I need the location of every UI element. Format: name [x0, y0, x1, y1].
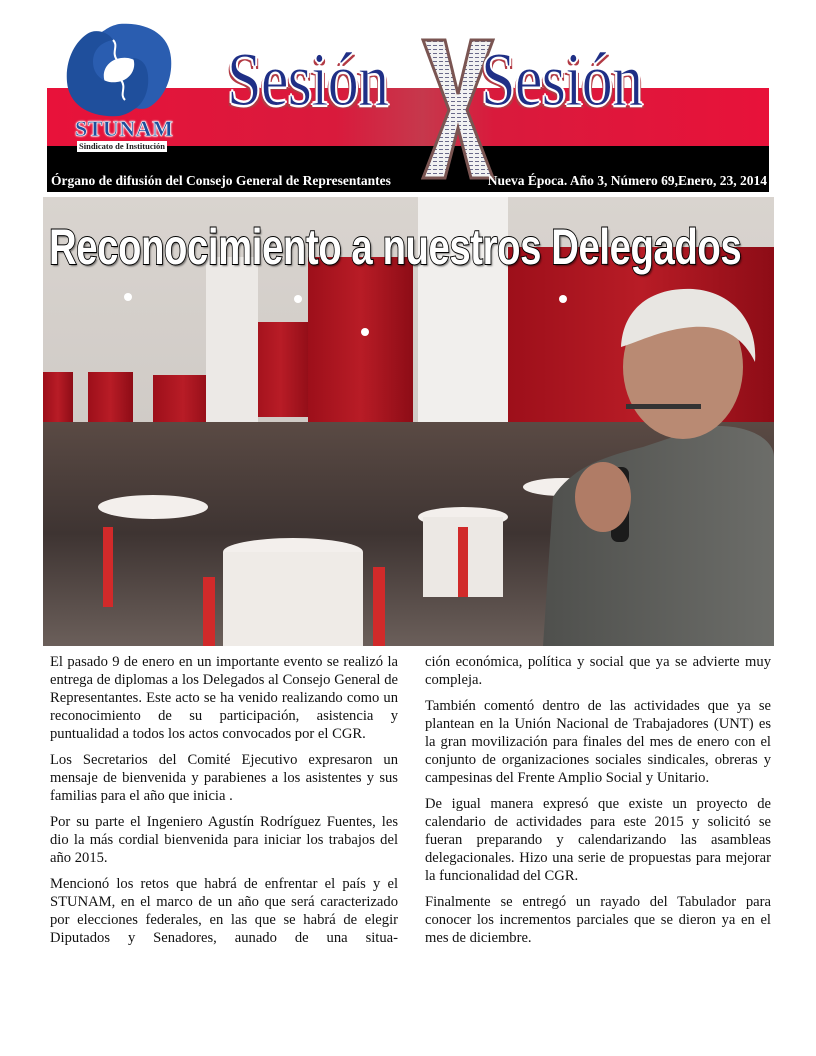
article-paragraph: De igual manera expresó que existe un proyecto de calendario de actividades para este 2015 y solicitó se fueran preparando y calendarizando las asambleas delegacionales. Hizo una serie de propuestas para mejorar la funcionalidad del CGR. — [425, 796, 771, 884]
article-paragraph: Mencionó los retos que habrá de enfrentar el país y el STUNAM, en el marco de un año que será caracterizado por elecciones federales, en las que se habrá de elegir Diputados y Senadores, aunado de una situa- — [50, 876, 398, 946]
masthead — [47, 18, 769, 192]
logo-name: STUNAM — [75, 116, 174, 141]
title-sesion-left: Sesión — [227, 38, 389, 122]
article-paragraph: También comentó dentro de las actividades que ya se plantean en la Unión Nacional de Trabajadores (UNT) es la gran movilización para finales del mes de enero con el conjunto de organizaciones sociales sindicales, obreras y campesinas del Frente Amplio Social y Unitario. — [425, 698, 771, 786]
stunam-emblem-icon — [59, 20, 179, 120]
article-paragraph: Finalmente se entregó un rayado del Tabulador para conocer los incrementos parciales que se dieron ya en el mes de diciembre. — [425, 894, 771, 946]
feature-photo — [43, 197, 774, 646]
article-right-column — [425, 653, 771, 955]
article-paragraph: Los Secretarios del Comité Ejecutivo expresaron un mensaje de bienvenida y parabienes a los asistentes y sus familias para el año que inicia . — [50, 752, 398, 804]
stunam-logo — [59, 20, 179, 151]
article-left-column — [50, 653, 398, 955]
article-paragraph: El pasado 9 de enero en un importante evento se realizó la entrega de diplomas a los Delegados al Consejo General de Representantes. Este acto se ha venido realizando como un reconocimiento de su participación, asistencia y puntualidad a todos los actos convocados por el CGR. — [50, 654, 398, 742]
article-paragraph: ción económica, política y social que ya se advierte muy compleja. — [425, 654, 771, 688]
article-paragraph: Por su parte el Ingeniero Agustín Rodríguez Fuentes, les dio la más cordial bienvenida para iniciar los trabajos del año 2015. — [50, 814, 398, 866]
headline: Reconocimiento a nuestros Delegados — [49, 219, 742, 275]
title-x-letter: X — [457, 116, 459, 117]
issue-line: Nueva Época. Año 3, Número 69,Enero, 23, 2014 — [487, 173, 767, 188]
title-sesion-right: Sesión — [481, 38, 643, 122]
organ-line: Órgano de difusión del Consejo General de Representantes — [51, 173, 391, 188]
logo-subtitle: Sindicato de Institución — [79, 141, 165, 151]
